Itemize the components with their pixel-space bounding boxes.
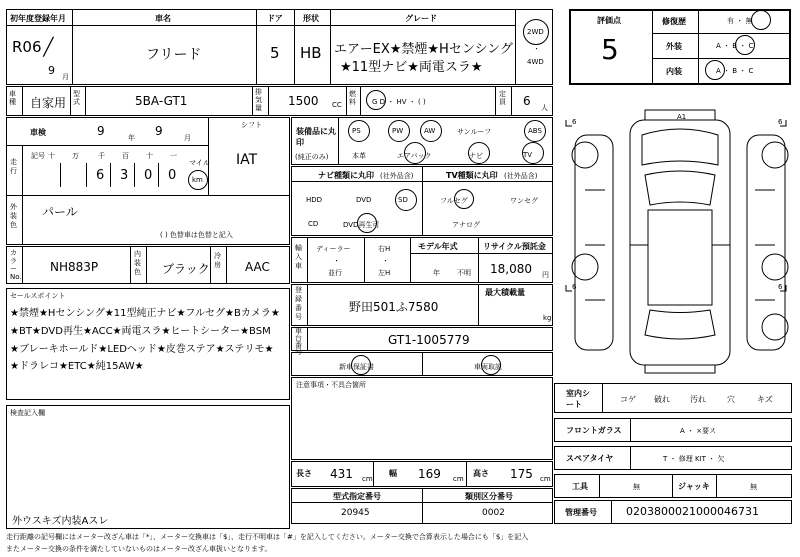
- category: 0002: [482, 508, 505, 518]
- mileage-digit-3: 3: [120, 168, 129, 183]
- tv-sub: (社外品含): [504, 172, 538, 180]
- wheel-rr: [762, 254, 788, 280]
- equip2-0: 本革: [352, 152, 366, 160]
- shift-label: シフト: [241, 121, 262, 129]
- recycle-label: リサイクル預託金: [483, 242, 546, 251]
- reg-slash: /: [41, 31, 56, 63]
- shape: HB: [300, 44, 322, 62]
- capacity: 6: [523, 94, 531, 108]
- inspection-year: 9: [97, 124, 105, 138]
- marker-6-tl: 6: [572, 118, 577, 126]
- drive-2wd: 2WD: [527, 28, 544, 36]
- car-name-label: 車名: [155, 14, 171, 23]
- exterior-circle: [735, 35, 755, 55]
- tv-item-2: アナログ: [452, 221, 480, 229]
- length-label: 長さ: [296, 469, 312, 478]
- mileage-unit-2: 千: [98, 152, 105, 160]
- height-label: 高さ: [473, 469, 489, 478]
- sales-line-1: ★禁煙★Hセンシング★11型純正ナビ★フルセグ★Bカメラ★: [10, 308, 280, 319]
- mileage-unit-4: 十: [146, 152, 153, 160]
- length: 431: [330, 467, 353, 481]
- model-label: 型式: [73, 90, 80, 106]
- reg-month-unit: 月: [62, 73, 69, 81]
- grade-line2: ★11型ナビ★両電スラ★: [340, 60, 483, 75]
- marker-6-bl: 6: [572, 283, 577, 291]
- equip-0: PS: [352, 127, 361, 135]
- max-load-label: 最大積載量: [485, 288, 525, 297]
- inspection-month-unit: 月: [184, 134, 191, 142]
- usage: 自家用: [30, 96, 67, 110]
- import-dealer: ディーラー: [316, 245, 351, 253]
- chassis-label: 車台番号: [295, 327, 302, 356]
- inspector-text: 外ウスキズ内装Aスレ: [12, 516, 109, 527]
- length-unit: cm: [362, 475, 373, 483]
- chassis: GT1-1005779: [388, 333, 470, 347]
- import-right: 右H: [378, 245, 391, 253]
- capacity-unit: 人: [541, 104, 548, 112]
- recycle: 18,080: [490, 262, 532, 276]
- width-label: 幅: [389, 469, 397, 478]
- capacity-label: 定員: [499, 90, 506, 106]
- exterior-options: A ・ B ・ C: [716, 42, 754, 50]
- windshield-options: A ・ ×要ス: [680, 427, 717, 435]
- mileage-unit-0: 十: [48, 152, 55, 160]
- car-roof: [648, 210, 712, 305]
- tools-label: 工具: [572, 482, 588, 491]
- km-label: km: [192, 176, 203, 184]
- mileage-digit-4: 0: [144, 168, 153, 183]
- height: 175: [510, 467, 533, 481]
- marker-6-tr: 6: [778, 118, 783, 126]
- spare-options: T ・ 修理 KIT ・ 欠: [663, 455, 725, 463]
- import-parallel: 並行: [328, 269, 342, 277]
- footer-line-1: 走行距離の記号欄にはメーター改ざん車は「*」、メーター交換車は「$」、走行不明車は「#」を記入してください。メーター交換で合算表示した場合にも「$」を記入: [6, 533, 529, 541]
- mileage-unit-1: 万: [72, 152, 79, 160]
- equip-2: AW: [424, 127, 436, 135]
- sales-line-3: ★ブレーキホールド★LEDヘッド★皮巻ステア★ステリモ★: [10, 344, 274, 355]
- shift: IAT: [236, 152, 258, 168]
- max-load-unit: kg: [543, 314, 552, 322]
- grade-label: グレード: [405, 14, 437, 23]
- notes-label: 注意事項・不具合箇所: [296, 381, 366, 389]
- car-body-outline: [630, 120, 730, 365]
- import-left: 左H: [378, 269, 391, 277]
- warranty: 新車保証書: [339, 363, 374, 371]
- navi-item-4: DVD再生可: [343, 221, 380, 229]
- sheet-option-2: 汚れ: [690, 395, 706, 404]
- ac-label: 冷房: [214, 252, 221, 269]
- fuel-label: 燃料: [349, 90, 356, 106]
- ac: AAC: [245, 260, 270, 274]
- interior-color: ブラック: [162, 262, 210, 276]
- tools-value: 無: [633, 483, 640, 491]
- mileage-unit-3: 百: [122, 152, 129, 160]
- sheet-option-3: 穴: [727, 395, 735, 404]
- type-cert: 20945: [341, 508, 370, 518]
- equip-3: サンルーフ: [457, 128, 492, 136]
- rear-bumper: [645, 365, 715, 373]
- equip-1: PW: [392, 127, 404, 135]
- reg-year-label: 初年度登録年月: [10, 14, 66, 23]
- row2: [6, 86, 553, 116]
- sheet-option-0: コゲ: [620, 395, 636, 404]
- type-cert-label: 型式指定番号: [333, 492, 381, 501]
- equipment-sublabel: (純正のみ): [295, 153, 329, 161]
- jack-label: ジャッキ: [678, 482, 710, 491]
- repair-circle: [751, 10, 771, 30]
- repair-label: 修復歴: [662, 17, 686, 26]
- mileage-divider: [158, 163, 159, 187]
- import-dot-2: ・: [382, 257, 389, 265]
- import-dot-1: ・: [333, 257, 340, 265]
- category-label: 類別区分番号: [465, 492, 513, 501]
- mgmt-value: 0203800021000046731: [626, 505, 759, 518]
- equipment-label: 装備品に丸印: [296, 127, 336, 147]
- navi-item-1: DVD: [356, 196, 372, 204]
- spare-label: スペアタイヤ: [566, 454, 614, 463]
- interior-sheet-label: 室内シート: [566, 389, 590, 409]
- interior-circle: [705, 60, 725, 80]
- score-value: 5: [601, 33, 619, 66]
- sheet-option-4: キズ: [757, 395, 773, 404]
- drive-dot: ・: [533, 45, 540, 53]
- inspector-box: [6, 405, 290, 529]
- drive-4wd: 4WD: [527, 58, 544, 66]
- car-name: フリード: [146, 47, 202, 63]
- tv-label: TV種類に丸印: [446, 171, 498, 180]
- navi-item-2: SD: [398, 196, 408, 204]
- wheel-rl: [572, 254, 598, 280]
- sheet-option-1: 破れ: [654, 395, 670, 404]
- equip-4: ABS: [528, 127, 542, 135]
- mgmt-label: 管理番号: [565, 508, 597, 517]
- tv-item-1: ワンセグ: [510, 197, 538, 205]
- car-rear-window: [645, 310, 715, 339]
- car-windshield: [645, 171, 715, 205]
- manual: 車両取説: [474, 363, 502, 371]
- sales-line-2: ★BT★DVD再生★ACC★両電スラ★ヒートシーター★BSM: [10, 326, 271, 337]
- windshield-label: フロントガラス: [566, 426, 622, 435]
- car-diagram: [560, 95, 798, 385]
- inspector-label: 検査記入欄: [10, 409, 45, 417]
- model-year-label: モデル年式: [418, 242, 458, 251]
- recycle-unit: 円: [542, 271, 549, 279]
- registration: 野田501ふ7580: [349, 300, 439, 314]
- a1-label: A1: [677, 113, 687, 121]
- mileage-digit-2: 6: [96, 168, 105, 183]
- grade-line1: エアーEX★禁煙★Hセンシング: [334, 42, 513, 57]
- marker-6-br: 6: [778, 283, 783, 291]
- mileage-divider: [134, 163, 135, 187]
- height-unit: cm: [540, 475, 551, 483]
- car-hood: [642, 129, 718, 165]
- width-unit: cm: [453, 475, 464, 483]
- inspection-month: 9: [155, 124, 163, 138]
- sales-line-4: ★ドラレコ★ETC★純15AW★: [10, 361, 144, 372]
- model-year-unknown: 不明: [457, 269, 471, 277]
- inspection-label: 車検: [30, 128, 46, 137]
- mileage-divider: [60, 163, 61, 187]
- equip2-1: エアバック: [397, 152, 432, 160]
- wheel-fl: [572, 142, 598, 168]
- model: 5BA-GT1: [135, 94, 188, 108]
- mileage-sub: 記号: [31, 152, 45, 160]
- displacement-label: 排気量: [255, 88, 262, 112]
- color-label: 外装色: [10, 203, 17, 229]
- tv-item-0: フルセグ: [440, 197, 468, 205]
- navi-label: ナビ種類に丸印: [318, 171, 374, 180]
- mileage-divider: [110, 163, 111, 187]
- color-note: ( ) 色替車は色替と記入: [160, 231, 233, 239]
- sales-points-label: セールスポイント: [10, 292, 66, 300]
- mileage-label: 走行: [10, 158, 17, 175]
- exterior-label: 外装: [666, 42, 682, 51]
- shape-label: 形状: [303, 14, 319, 23]
- score-label: 評価点: [597, 16, 621, 25]
- wheel-fr: [762, 142, 788, 168]
- registration-label: 登録番号: [295, 286, 302, 321]
- usage-label: 車種: [9, 90, 16, 106]
- displacement: 1500: [288, 94, 319, 108]
- interior-options: A ・ B ・ C: [716, 67, 754, 75]
- navi-sub: (社外品含): [380, 172, 414, 180]
- mileage-digit-5: 0: [168, 168, 177, 183]
- equip2-2: ナビ: [469, 152, 483, 160]
- fuel-options: G D ・ HV ・ ( ): [372, 98, 426, 106]
- inspection-year-unit: 年: [128, 134, 135, 142]
- interior-color-label: 内装色: [134, 250, 141, 276]
- navi-item-0: HDD: [306, 196, 323, 204]
- footer-line-2: またメーター交換の条件を満たしていないものはメーター改ざん車扱いとなります。: [6, 545, 272, 553]
- mileage-divider: [86, 163, 87, 187]
- interior-label: 内装: [666, 67, 682, 76]
- doors: 5: [270, 44, 280, 62]
- reg-month: 9: [48, 64, 55, 77]
- equip2-3: TV: [523, 151, 533, 159]
- width: 169: [418, 467, 441, 481]
- mileage-unit-5: 一: [170, 152, 177, 160]
- mile-label: マイル: [189, 159, 210, 167]
- doors-label: ドア: [267, 14, 283, 23]
- color-no-label: カラーNo.: [10, 249, 22, 281]
- jack-value: 無: [750, 483, 757, 491]
- reg-year: R06: [12, 38, 42, 56]
- color-no: NH883P: [50, 260, 99, 274]
- repair-options: 有 ・ 無: [727, 17, 753, 25]
- color-value: パール: [42, 205, 78, 219]
- displacement-unit: CC: [332, 101, 342, 109]
- model-year-unit: 年: [433, 269, 440, 277]
- wheel-spare: [762, 314, 788, 340]
- navi-item-3: CD: [308, 220, 319, 228]
- import-label: 輸入車: [295, 244, 302, 270]
